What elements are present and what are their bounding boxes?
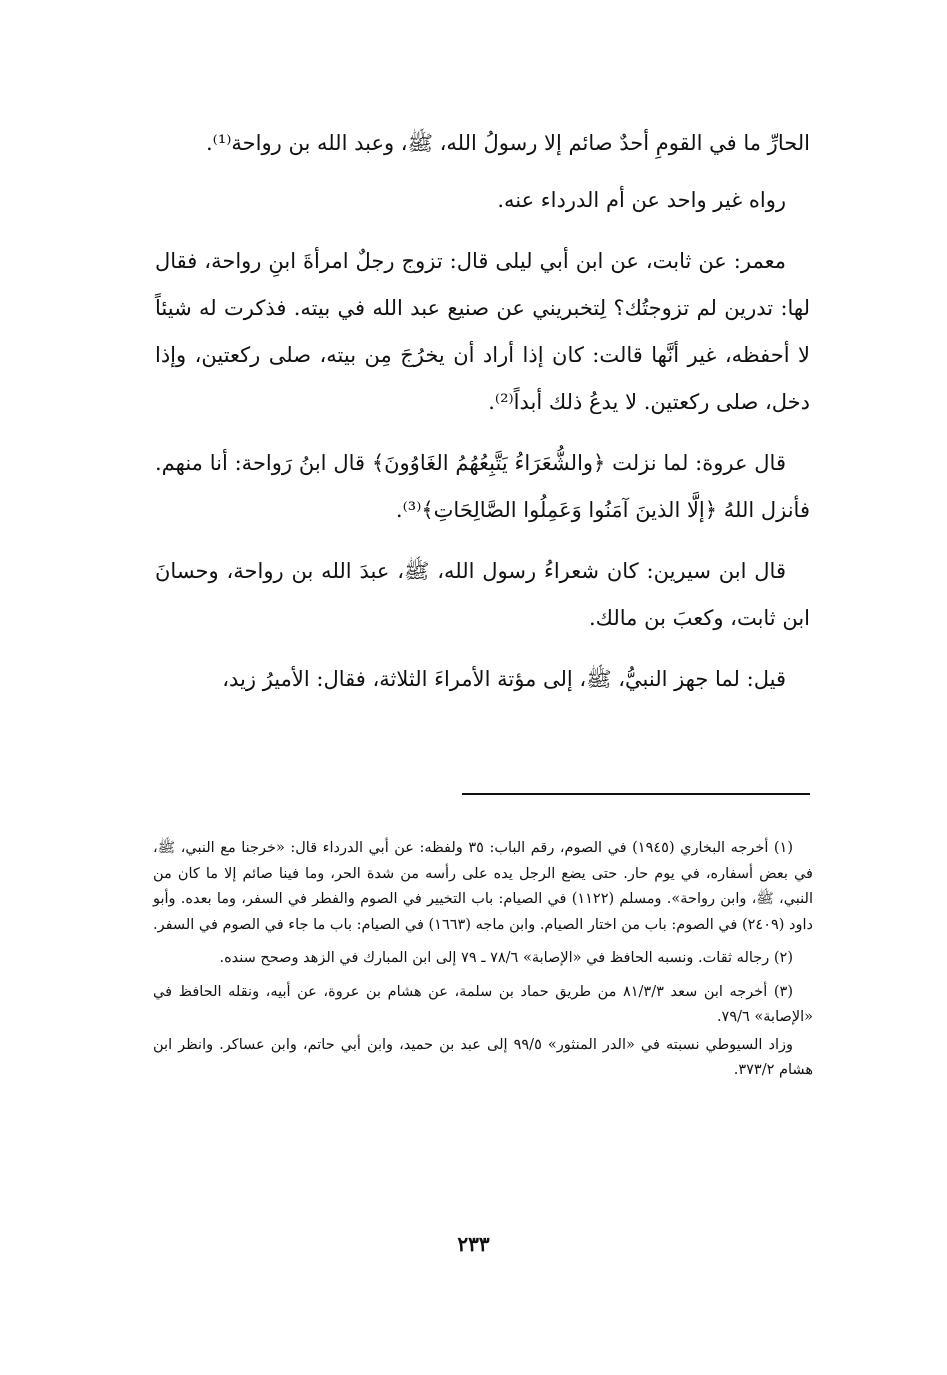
footnotes	[153, 836, 813, 1092]
main-text	[155, 120, 810, 717]
footnote-3: (٣) أخرجه ابن سعد ٨١/٣/٣ من طريق حماد بن سلمة، عن هشام بن عروة، عن أبيه، ونقله الحافظ في «الإصابة» ٧٩/٦.	[153, 983, 813, 1025]
footnote-1: (١) أخرجه البخاري (١٩٤٥) في الصوم، رقم الباب: ٣٥ ولفظه: عن أبي الدرداء قال: «خرجنا مع النبي، ﷺ، في بعض أسفاره، في يوم حار. حتى يضع الرجل يده على رأسه من شدة الحر، وما فينا صائم إلا ما كان من النبي، ﷺ، وابن رواحة». ومسلم (١١٢٢) في الصيام: باب التخيير في الصوم والفطر في السفر، وما بعده. وأبو داود (٢٤٠٩) في الصوم: باب من اختار الصيام. وابن ماجه (١٦٦٣) في الصيام: باب ما جاء في الصوم في السفر.	[152, 840, 813, 933]
paragraph-continuation: الحارِّ ما في القومِ أحدٌ صائم إلا رسولُ الله، ﷺ، وعبد الله بن رواحة⁽¹⁾.	[206, 131, 810, 155]
footnote-separator	[462, 793, 810, 795]
paragraph-ibn-sirin: قال ابن سيرين: كان شعراءُ رسول الله، ﷺ، عبدَ الله بن رواحة، وحسانَ ابن ثابت، وكعبَ بن مالك.	[155, 559, 810, 630]
footnote-3-continuation: وزاد السيوطي نسبته في «الدر المنثور» ٩٩/٥ إلى عبد بن حميد، وابن أبي حاتم، وابن عساكر. وانظر ابن هشام ٣٧٣/٢.	[153, 1036, 813, 1078]
footnote-2: (٢) رجاله ثقات. ونسبه الحافظ في «الإصابة» ٧٨/٦ ـ ٧٩ إلى ابن المبارك في الزهد وصحح سنده.	[219, 950, 793, 966]
page-number: ٢٣٣	[457, 1232, 490, 1256]
paragraph-narration-note: رواه غير واحد عن أم الدرداء عنه.	[497, 188, 786, 212]
paragraph-urwa: قال عروة: لما نزلت ﴿والشُّعَرَاءُ يَتَّبِعُهُمُ الغَاوُونَ﴾ قال ابنُ رَواحة: أنا منهم. فأنزل اللهُ ﴿إلَّا الذينَ آمَنُوا وَعَمِلُوا الصَّالِحَاتِ﴾⁽³⁾.	[155, 451, 810, 522]
paragraph-mutah: قيل: لما جهز النبيُّ، ﷺ، إلى مؤتة الأمراءَ الثلاثة، فقال: الأميرُ زيد،	[222, 667, 786, 691]
paragraph-mamar: معمر: عن ثابت، عن ابن أبي ليلى قال: تزوج رجلٌ امرأةَ ابنِ رواحة، فقال لها: تدرين لم تزوجتُك؟ لِتخبريني عن صنيع عبد الله في بيته. فذكرت له شيئاً لا أحفظه، غير أنَّها قالت: كان إذا أراد أن يخرُجَ مِن بيته، صلى ركعتين، وإذا دخل، صلى ركعتين. لا يدعُ ذلك أبداً⁽²⁾.	[155, 249, 810, 414]
